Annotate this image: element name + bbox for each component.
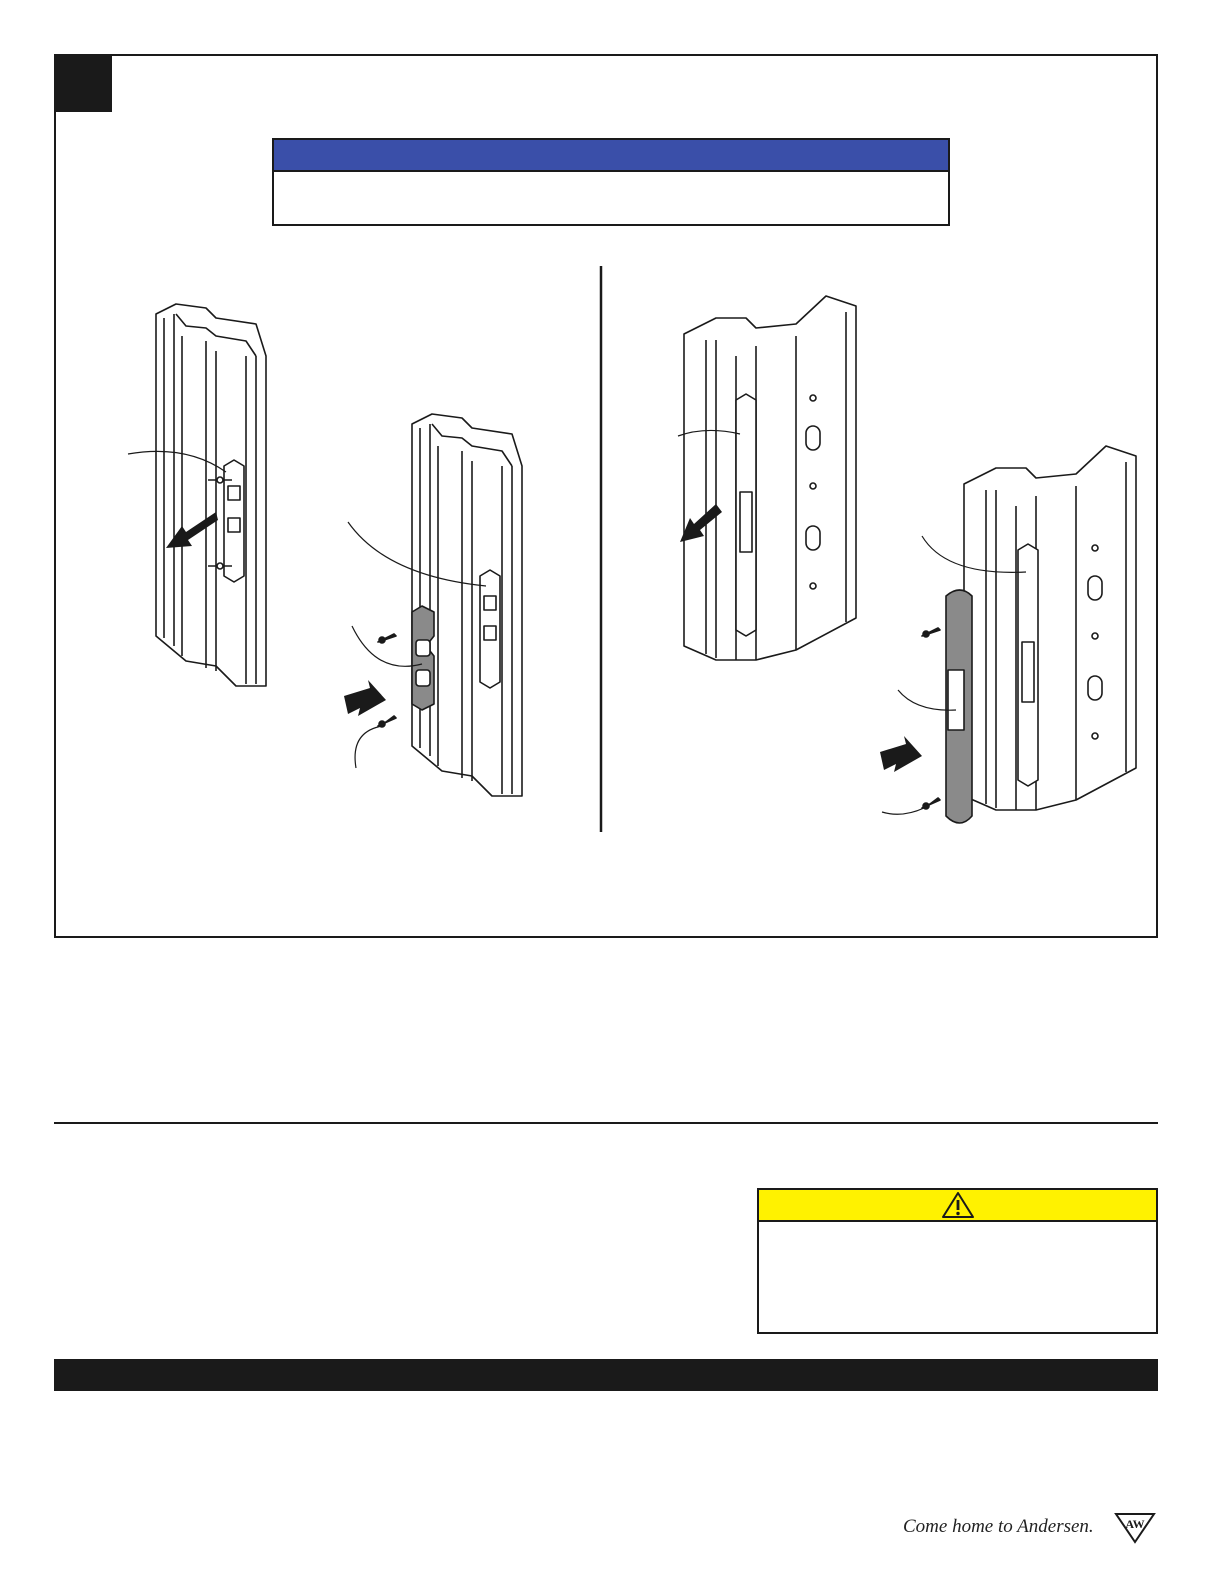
arrow-icon	[880, 736, 922, 772]
section-bar	[54, 1359, 1158, 1391]
door-panel-right-2	[922, 446, 1136, 823]
warning-triangle-icon	[941, 1191, 975, 1219]
step-frame	[54, 54, 1158, 938]
warning-box	[757, 1188, 1158, 1334]
note-box	[272, 138, 950, 226]
svg-text:AW: AW	[1125, 1517, 1145, 1531]
footer-tagline: Come home to Andersen.	[903, 1516, 1094, 1537]
frame-profile-left-1	[156, 304, 266, 686]
arrow-icon	[344, 680, 386, 716]
warning-header	[759, 1190, 1156, 1222]
leader-line	[882, 808, 924, 814]
frame-profile-left-2	[378, 414, 522, 796]
door-panel-right-1	[684, 296, 856, 660]
andersen-logo	[1112, 1510, 1158, 1544]
leader-line	[355, 726, 382, 768]
note-header	[274, 140, 948, 172]
section-divider	[54, 1122, 1158, 1124]
